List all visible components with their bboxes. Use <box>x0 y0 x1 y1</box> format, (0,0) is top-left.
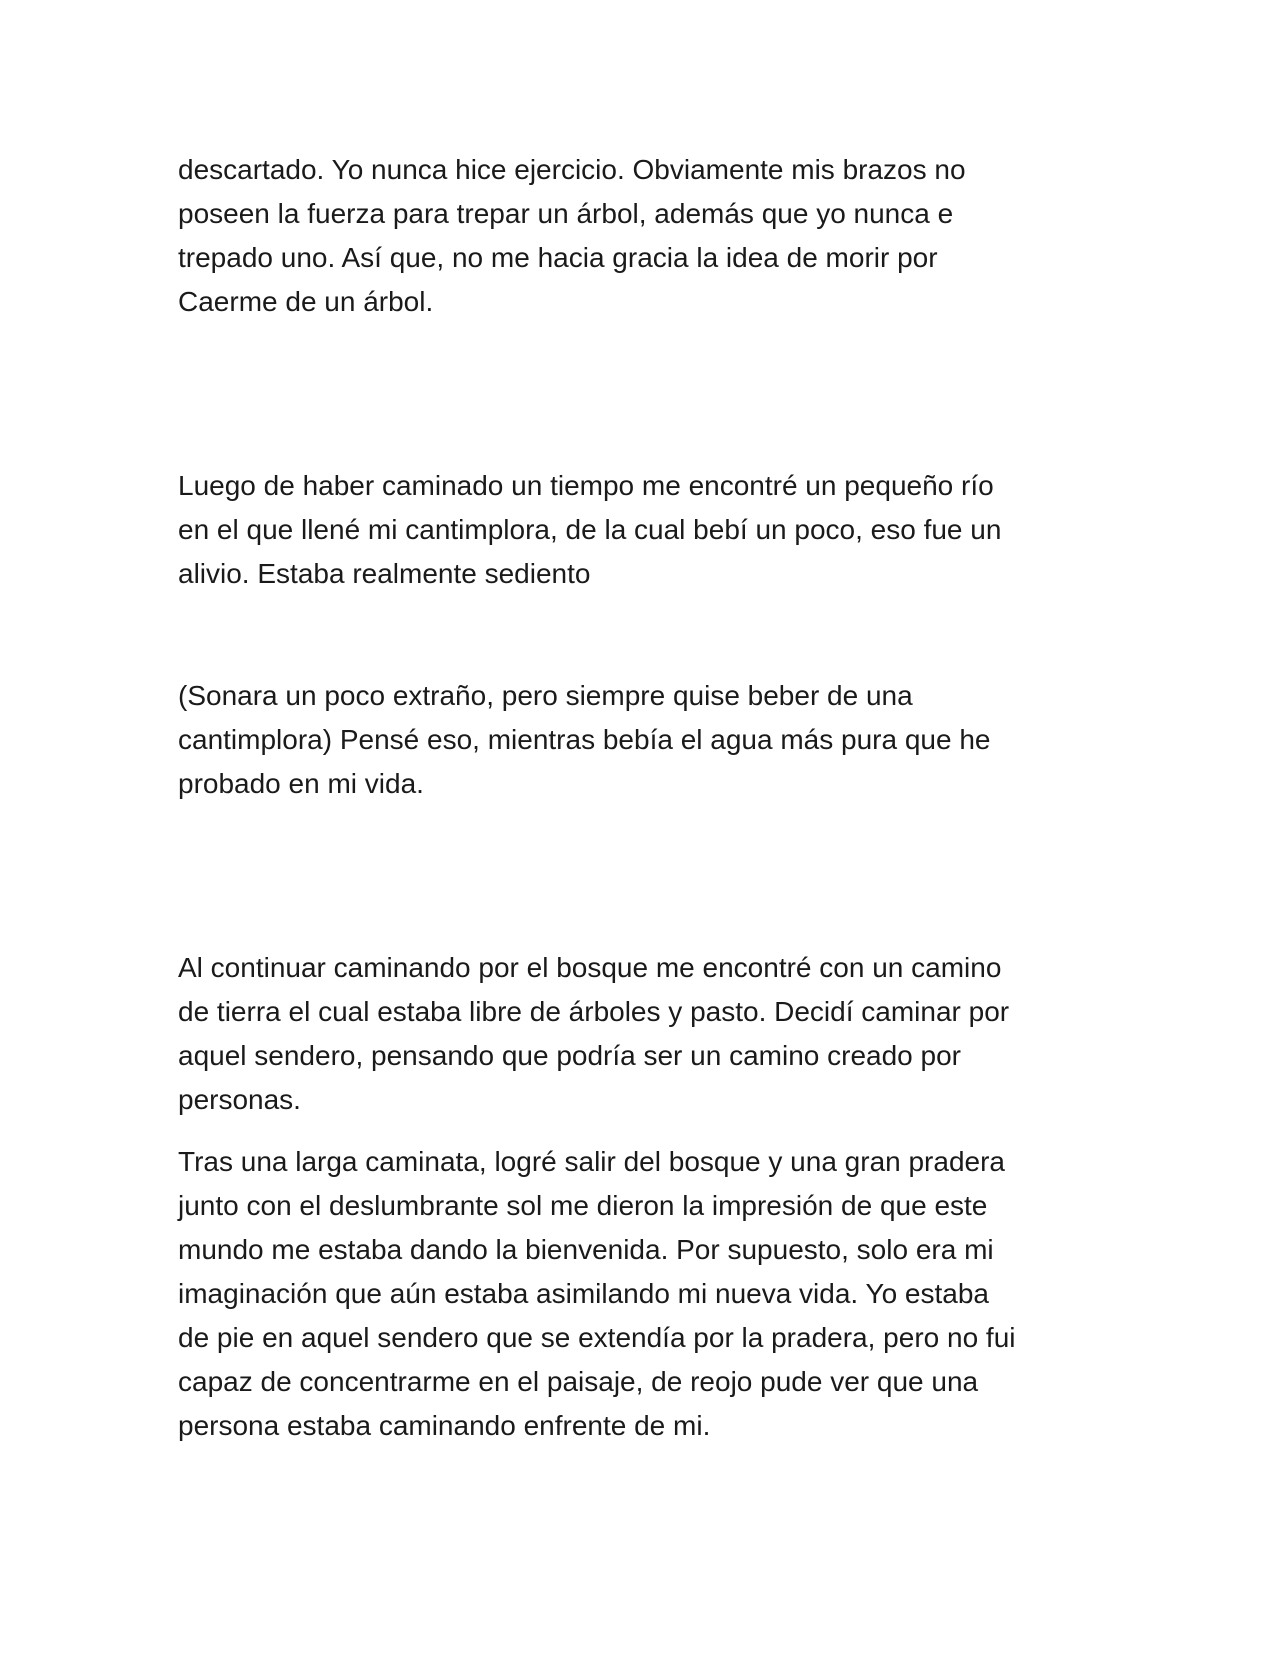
paragraph: descartado. Yo nunca hice ejercicio. Obviamente mis brazos no poseen la fuerza para trepar un árbol, además que yo nunca e trepado uno. Así que, no me hacia gracia la idea de morir por Caerme de un árbol. <box>178 154 966 317</box>
paragraph: Al continuar caminando por el bosque me encontré con un camino de tierra el cual estaba libre de árboles y pasto. Decidí caminar por aquel sendero, pensando que podría ser un camino creado por personas. <box>178 952 1010 1115</box>
paragraph: Tras una larga caminata, logré salir del bosque y una gran pradera junto con el deslumbrante sol me dieron la impresión de que este mundo me estaba dando la bienvenida. Por supuesto, solo era mi imaginación que aún estaba asimilando mi nueva vida. Yo estaba de pie en aquel sendero que se extendía por la pradera, pero no fui capaz de concentrarme en el paisaje, de reojo pude ver que una persona estaba caminando enfrente de mi. <box>178 1146 1016 1441</box>
paragraph: (Sonara un poco extraño, pero siempre quise beber de una cantimplora) Pensé eso, mientras bebía el agua más pura que he probado en mi vida. <box>178 680 991 799</box>
paragraph: Luego de haber caminado un tiempo me encontré un pequeño río en el que llené mi cantimplora, de la cual bebí un poco, eso fue un alivio. Estaba realmente sediento <box>178 470 1002 589</box>
